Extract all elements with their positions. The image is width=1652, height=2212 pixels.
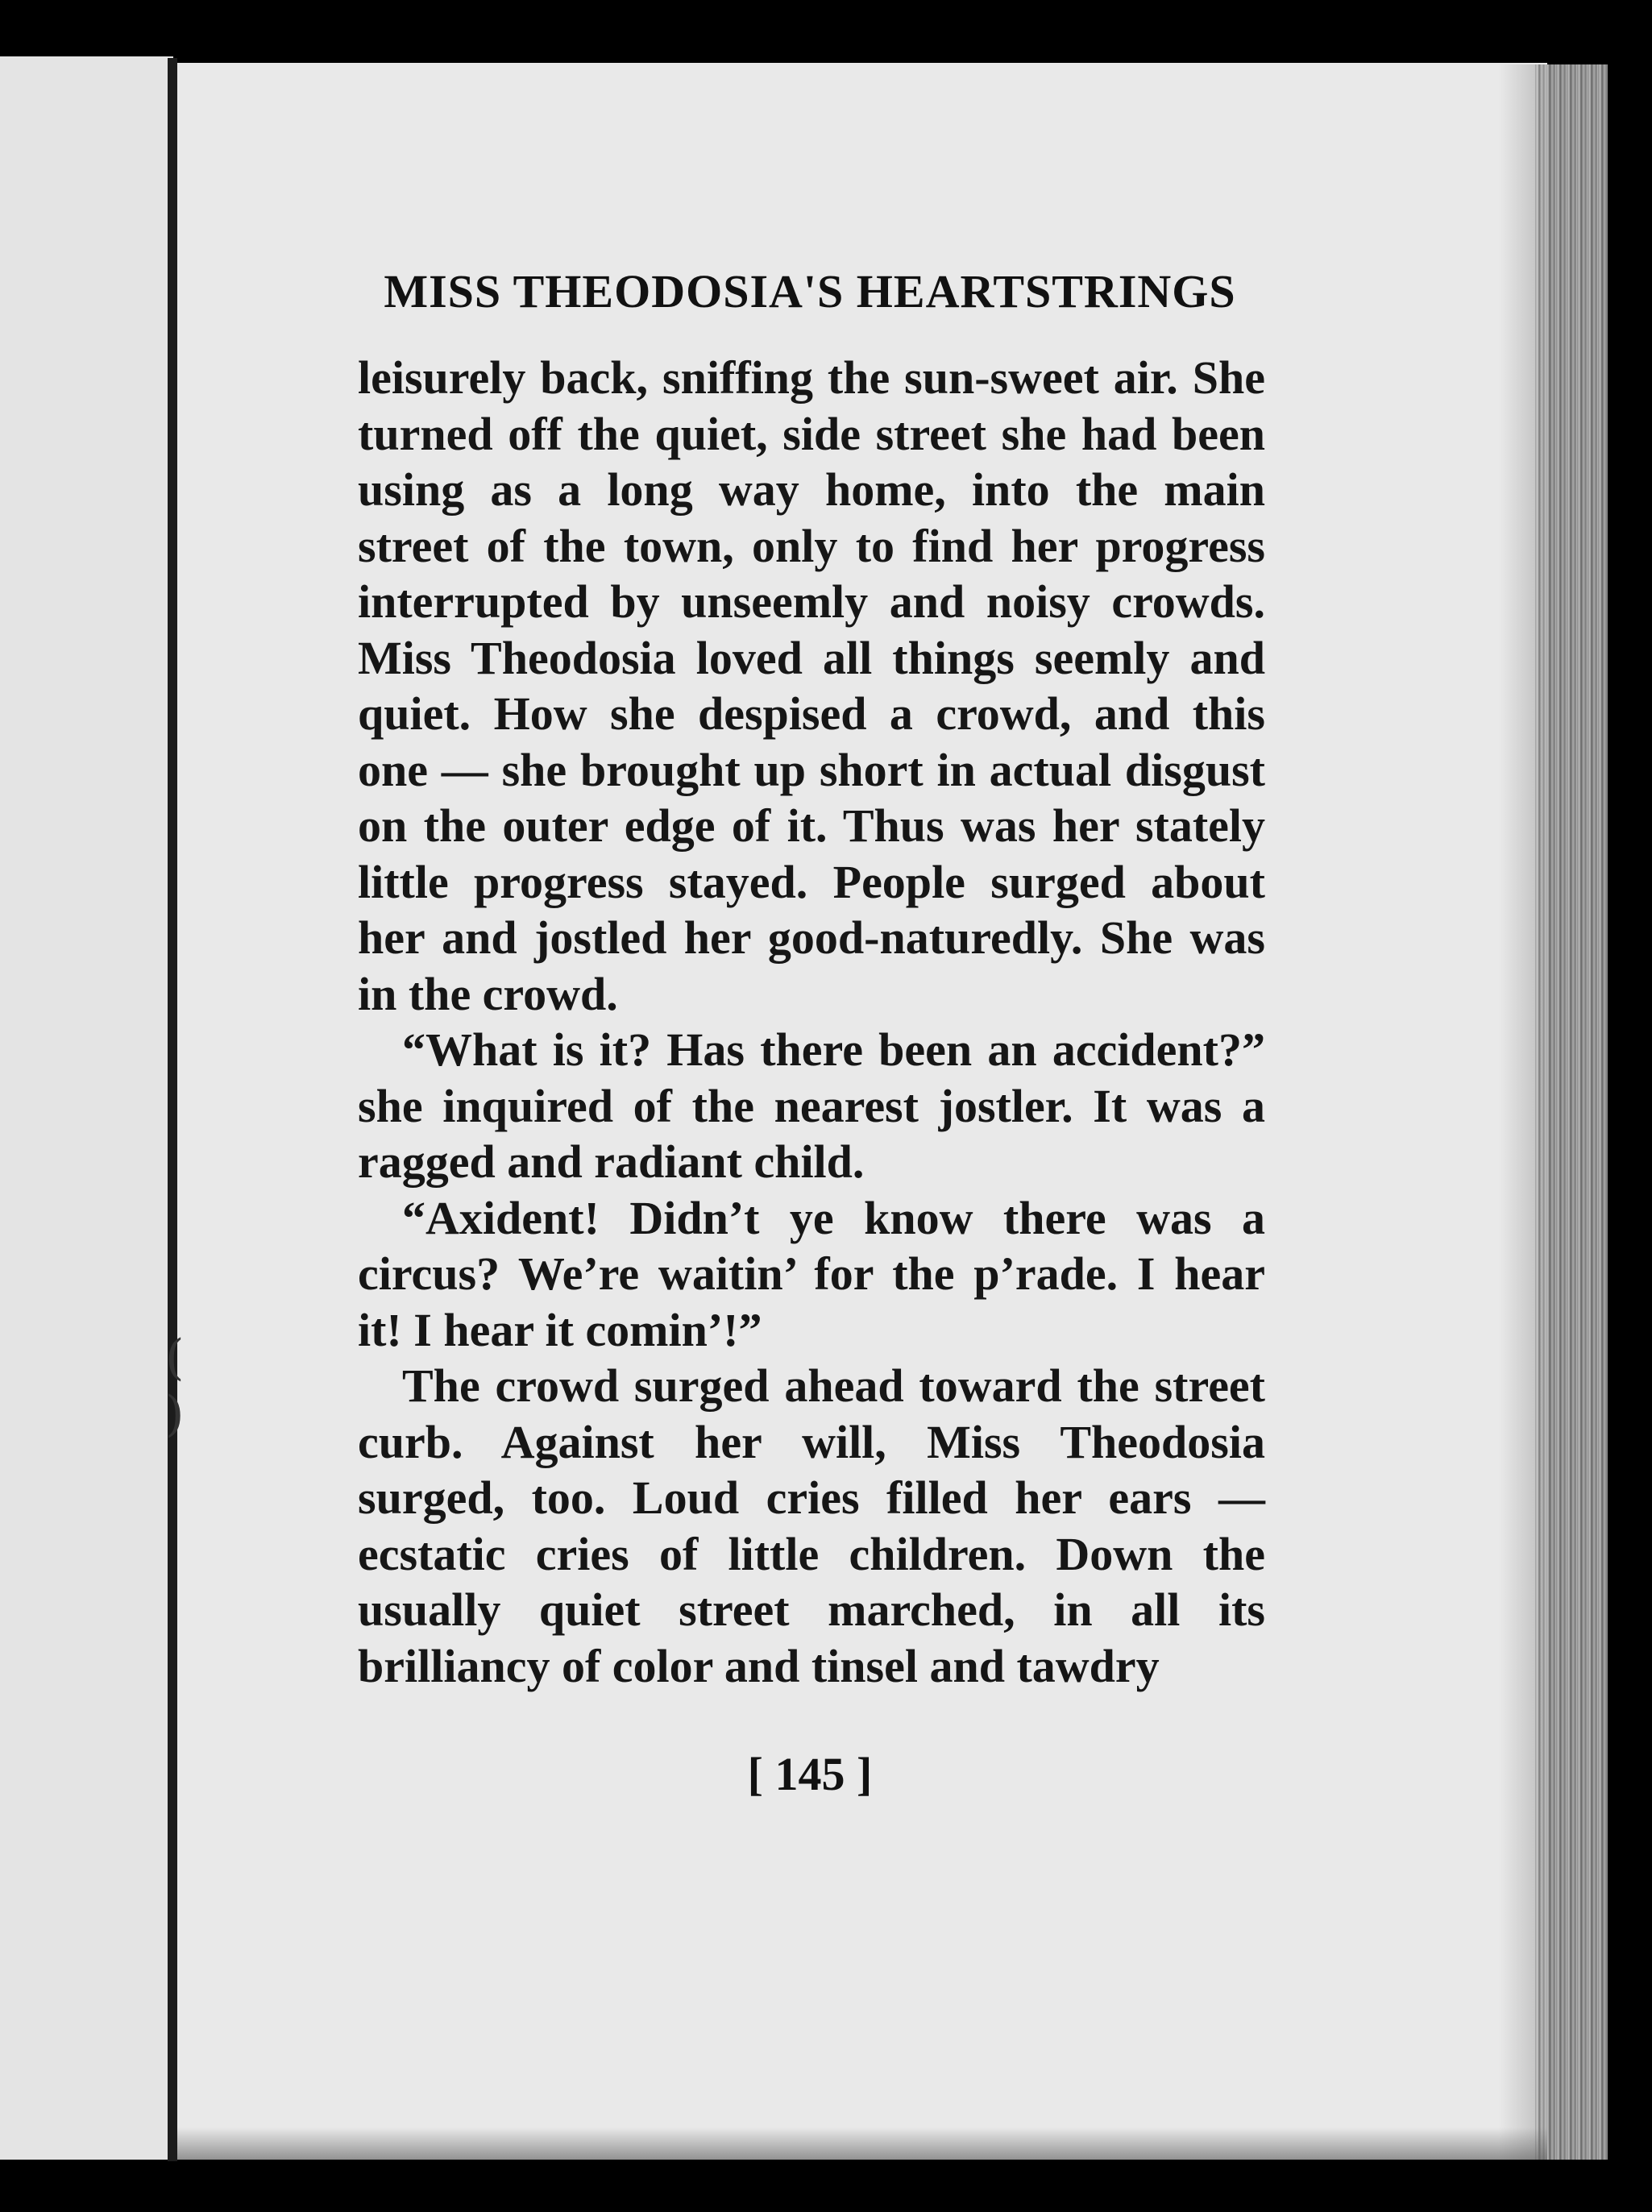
page-fore-edge <box>1535 64 1608 2160</box>
paragraph: leisurely back, sniffing the sun-sweet air. She turned off the quiet, side street she had been using as a long way home, into the main street of the town, only to find her progress interrupted by unseemly and noisy crowds. Miss Theodosia loved all things seemly and quiet. How she despised a crowd, and this one — she brought up short in actual disgust on the outer edge of it. Thus was her stately little progress stayed. People surged about her and jostled her good-naturedly. She was in the crowd. <box>358 351 1265 1020</box>
body-text <box>358 350 1265 1694</box>
page-bottom-shadow <box>177 2127 1547 2160</box>
page-number: [ 145 ] <box>747 1748 873 1800</box>
running-head: MISS THEODOSIA'S HEARTSTRINGS <box>384 265 1236 317</box>
paragraph: The crowd surged ahead toward the street curb. Against her will, Miss Theodosia surged, too. Loud cries filled her ears — ecstatic cries of little children. Down the usually quiet street marched, in all its brilliancy of color and tinsel and tawdry <box>358 1359 1265 1692</box>
previous-page-edge <box>0 56 173 2160</box>
paragraph: “Axident! Didn’t ye know there was a circus? We’re waitin’ for the p’rade. I hear it! I hear it comin’!” <box>358 1191 1265 1356</box>
book-gutter <box>168 58 177 2161</box>
margin-pencil-mark: ( ) <box>165 1330 185 1442</box>
paragraph: “What is it? Has there been an accident?” she inquired of the nearest jostler. It was a ragged and radiant child. <box>358 1023 1265 1188</box>
